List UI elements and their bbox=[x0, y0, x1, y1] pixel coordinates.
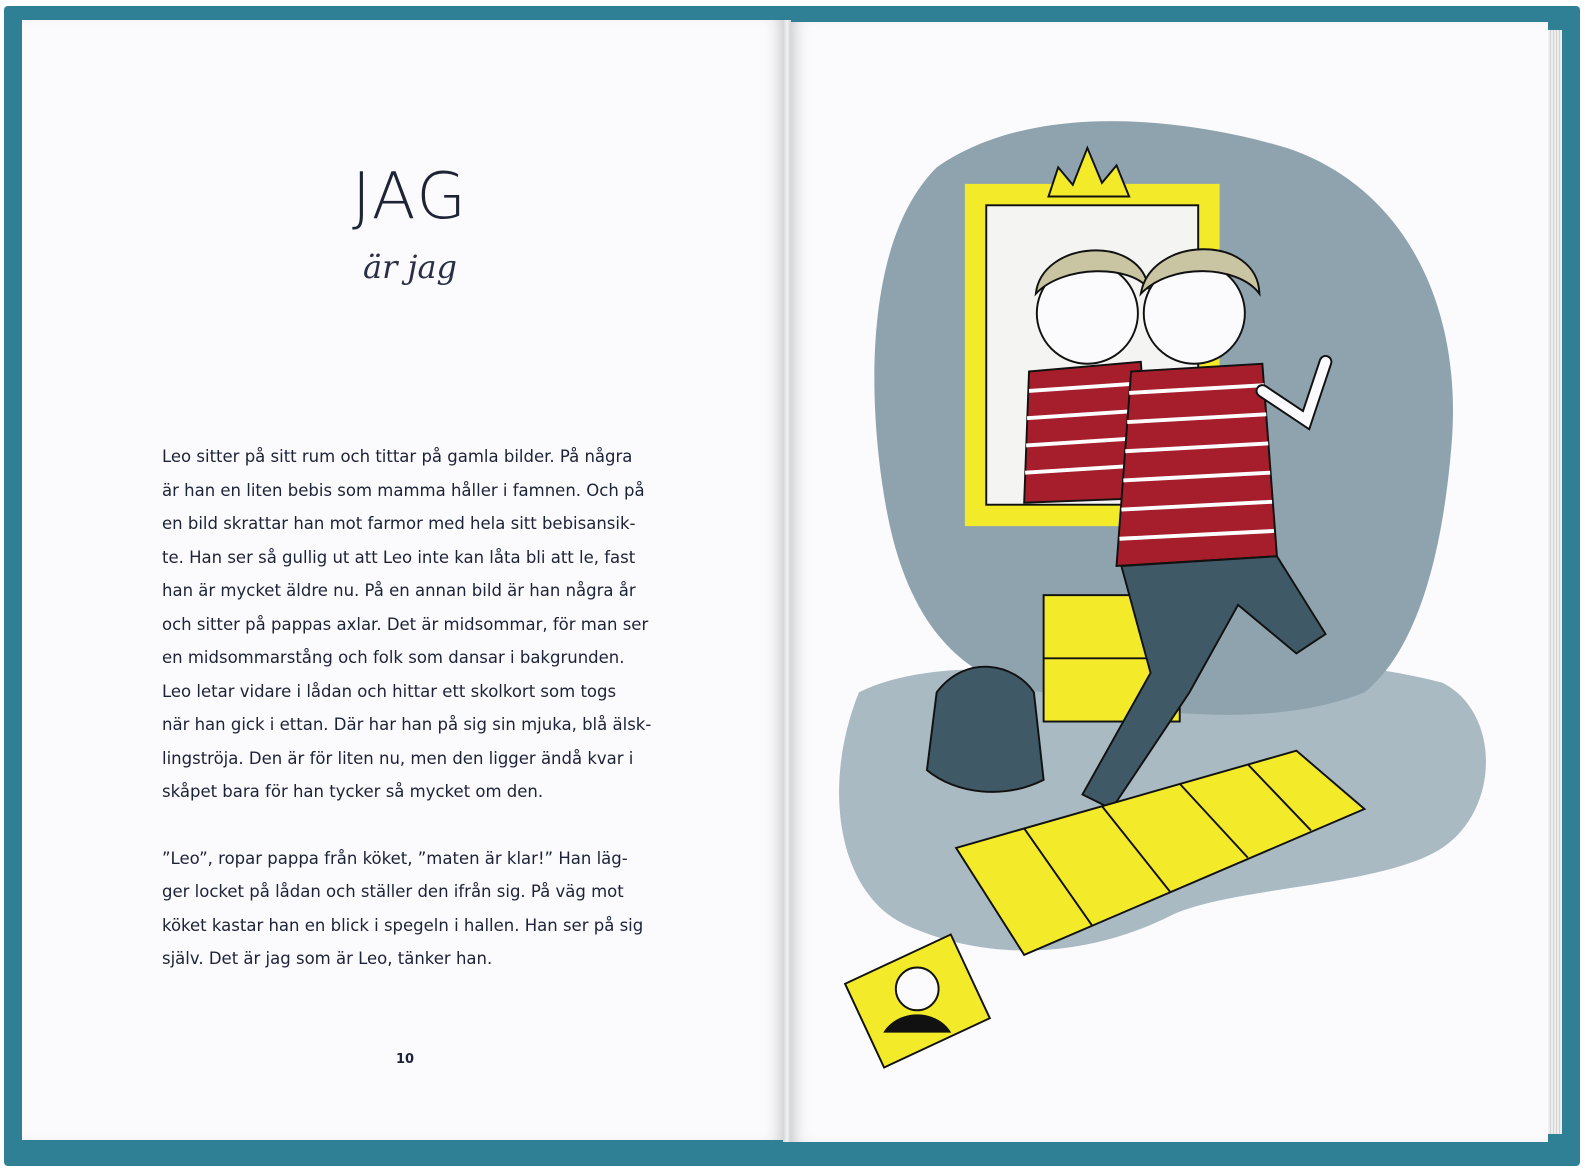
page-number: 10 bbox=[395, 1052, 415, 1067]
text-line: lingströja. Den är för liten nu, men den ligger ändå kvar i bbox=[162, 748, 634, 768]
chapter-subtitle: är jag bbox=[362, 248, 458, 286]
text-line: en bild skrattar han mot farmor med hela sitt bebisansik- bbox=[162, 514, 636, 533]
text-line: Leo sitter på sitt rum och tittar på gamla bilder. På några bbox=[162, 447, 633, 466]
paragraph-1 bbox=[162, 440, 662, 809]
photo-face bbox=[896, 968, 939, 1011]
text-line: när han gick i ettan. Där har han på sig sin mjuka, blå älsk- bbox=[162, 715, 652, 734]
text-line: själv. Det är jag som är Leo, tänker han. bbox=[162, 949, 493, 968]
chapter-title: JAG bbox=[352, 160, 468, 234]
paragraph-2 bbox=[162, 842, 662, 976]
backpack bbox=[927, 667, 1044, 792]
text-line: han är mycket äldre nu. På en annan bild är han några år bbox=[162, 581, 636, 600]
text-line: ger locket på lådan och ställer den ifrån sig. På väg mot bbox=[162, 882, 624, 901]
text-line: Leo letar vidare i lådan och hittar ett skolkort som togs bbox=[162, 681, 617, 701]
text-line: skåpet bara för han tycker så mycket om den. bbox=[162, 782, 544, 801]
left-page bbox=[22, 20, 784, 1140]
page-edges bbox=[1548, 30, 1562, 1134]
right-page bbox=[790, 22, 1548, 1142]
text-line: är han en liten bebis som mamma håller i famnen. Och på bbox=[162, 480, 645, 500]
text-line: köket kastar han en blick i spegeln i hallen. Han ser på sig bbox=[162, 915, 644, 935]
boy-at-mirror-illustration bbox=[820, 100, 1520, 1100]
text-line: te. Han ser så gullig ut att Leo inte kan låta bli att le, fast bbox=[162, 547, 636, 567]
text-line: en midsommarstång och folk som dansar i bakgrunden. bbox=[162, 648, 625, 667]
body-text bbox=[162, 440, 662, 1009]
text-line: ”Leo”, ropar pappa från köket, ”maten är klar!” Han läg- bbox=[162, 848, 628, 868]
text-line: och sitter på pappas axlar. Det är midsommar, för man ser bbox=[162, 614, 649, 634]
